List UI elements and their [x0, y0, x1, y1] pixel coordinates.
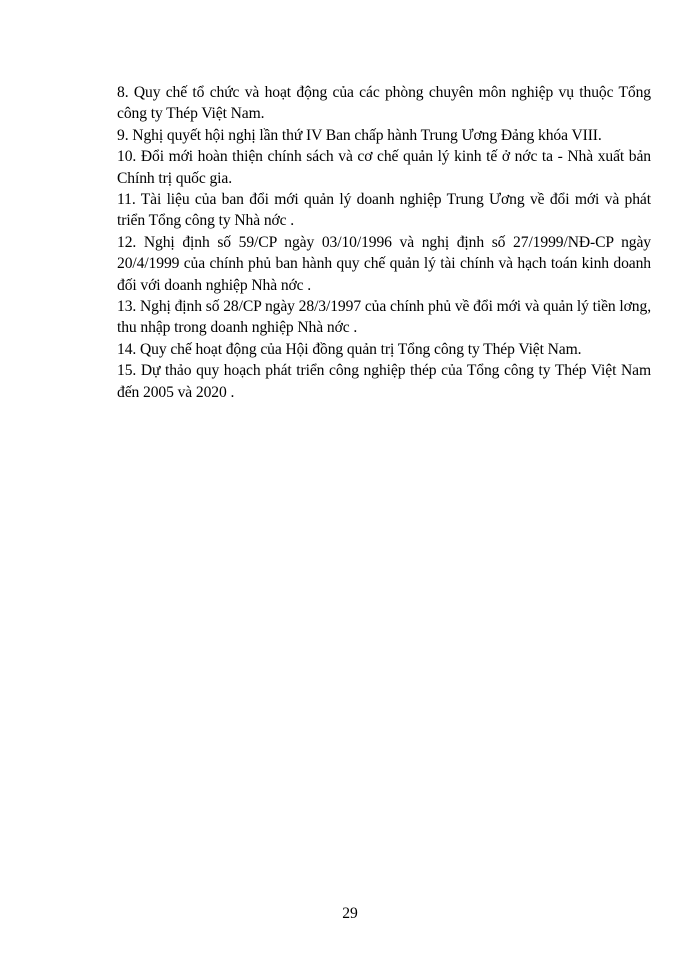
reference-item-11: 11. Tài liệu của ban đổi mới quản lý doanh nghiệp Trung Ương về đổi mới và phát triển Tổng công ty Nhà nớc .: [117, 191, 651, 230]
reference-item-9: 9. Nghị quyết hội nghị lần thứ IV Ban chấp hành Trung Ương Đảng khóa VIII.: [117, 126, 602, 144]
reference-item-15: 15. Dự thảo quy hoạch phát triển công nghiệp thép của Tổng công ty Thép Việt Nam đến 2005 và 2020 .: [117, 362, 651, 401]
reference-item-10: 10. Đổi mới hoàn thiện chính sách và cơ chế quản lý kinh tế ở nớc ta - Nhà xuất bản Chính trị quốc gia.: [117, 148, 651, 187]
reference-list: [117, 82, 651, 403]
reference-item-8: 8. Quy chế tổ chức và hoạt động của các phòng chuyên môn nghiệp vụ thuộc Tổng công ty Thép Việt Nam.: [117, 84, 651, 123]
reference-item-12: 12. Nghị định số 59/CP ngày 03/10/1996 và nghị định số 27/1999/NĐ-CP ngày 20/4/1999 của chính phủ ban hành quy chế quản lý tài chính và hạch toán kinh doanh đối với doanh nghiệp Nhà nớc .: [117, 233, 651, 294]
reference-item-13: 13. Nghị định số 28/CP ngày 28/3/1997 của chính phủ về đổi mới và quản lý tiền lơng, thu nhập trong doanh nghiệp Nhà nớc .: [117, 298, 651, 337]
reference-item-14: 14. Quy chế hoạt động của Hội đồng quản trị Tổng công ty Thép Việt Nam.: [117, 340, 582, 358]
page-number: 29: [342, 905, 358, 922]
